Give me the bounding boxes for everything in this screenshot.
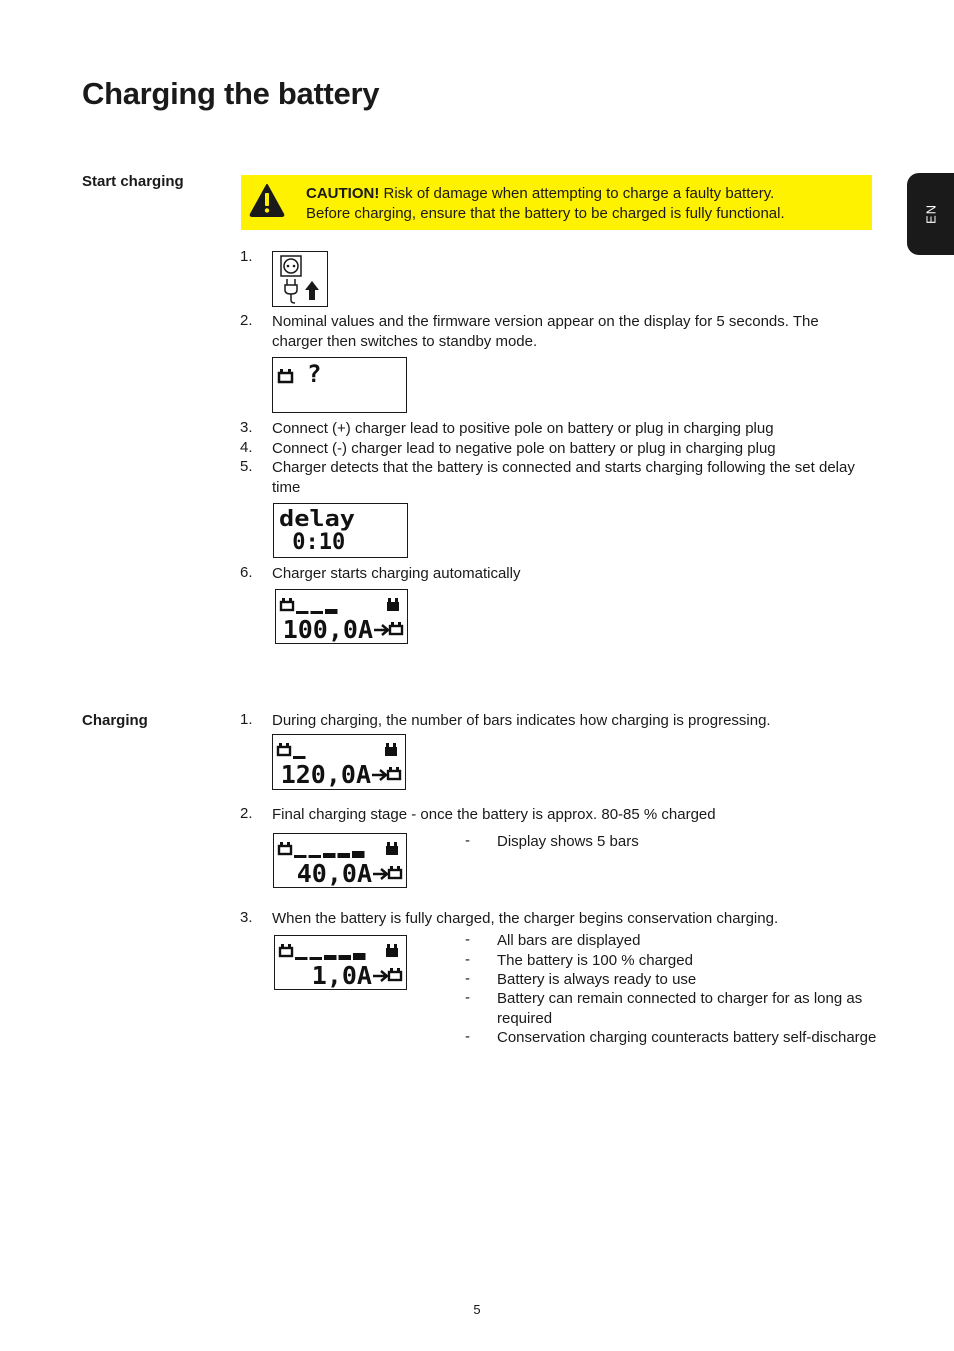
step-text: Connect (-) charger lead to negative pole on battery or plug in charging plug	[272, 440, 776, 457]
charge-bar	[339, 955, 352, 960]
arrow-right-icon	[374, 625, 388, 635]
charge-bar	[352, 851, 365, 858]
display-charging-start	[275, 589, 408, 644]
display-delay	[273, 503, 408, 558]
display-charging-full	[274, 935, 407, 990]
full-battery-icon	[386, 842, 398, 855]
full-battery-icon	[387, 598, 399, 611]
charge-bar	[325, 609, 338, 614]
delay-display-graphic	[274, 504, 407, 557]
battery-icon	[389, 968, 401, 980]
mains-plug-figure	[272, 251, 328, 307]
bullet-text: Conservation charging counteracts battery self-discharge	[497, 1029, 877, 1046]
charging-display-graphic	[273, 735, 405, 789]
step-number: 1.	[240, 248, 253, 265]
charge-bar	[311, 611, 324, 614]
charge-bar	[310, 957, 323, 960]
caution-line1: Risk of damage when attempting to charge a faulty battery.	[379, 185, 775, 202]
full-battery-icon	[386, 944, 398, 957]
bullet-marker: -	[465, 832, 470, 849]
charge-current: 100,0A	[282, 615, 373, 643]
charging-display-graphic	[274, 834, 406, 887]
battery-icon	[281, 598, 293, 610]
delay-label: delay	[279, 507, 355, 532]
battery-icon	[389, 866, 401, 878]
battery-icon	[280, 944, 292, 956]
charge-current: 1,0A	[311, 961, 372, 989]
arrow-right-icon	[373, 971, 387, 981]
section-heading-start-charging: Start charging	[82, 173, 184, 190]
warning-triangle-icon	[249, 183, 285, 217]
caution-text	[306, 184, 785, 223]
full-battery-icon	[385, 743, 397, 756]
battery-icon	[388, 767, 400, 779]
display-charging-final	[273, 833, 407, 888]
step-text: When the battery is fully charged, the charger begins conservation charging.	[272, 910, 779, 927]
step-text: Charger detects that the battery is connected and starts charging following the set delay time	[272, 459, 855, 496]
step-number: 3.	[240, 419, 253, 436]
step-number: 6.	[240, 564, 253, 581]
display-standby	[272, 357, 407, 413]
charge-bar	[295, 957, 308, 960]
section-heading-charging: Charging	[82, 712, 148, 729]
charge-bar	[353, 953, 366, 960]
battery-icon	[278, 743, 290, 755]
language-label: EN	[923, 203, 938, 225]
bullet-text: All bars are displayed	[497, 932, 641, 949]
page-number: 5	[473, 1302, 481, 1317]
charge-current: 120,0A	[280, 760, 371, 789]
bullet-text: Display shows 5 bars	[497, 833, 639, 850]
step-number: 5.	[240, 458, 253, 475]
caution-box	[241, 175, 872, 230]
display-charging-progress	[272, 734, 406, 790]
delay-time: 0:10	[279, 530, 346, 555]
bullet-text: The battery is 100 % charged	[497, 952, 693, 969]
standby-display-graphic	[273, 358, 406, 412]
step-text: Nominal values and the firmware version appear on the display for 5 seconds. The charger then switches to standby mode.	[272, 313, 819, 350]
charge-bar	[324, 955, 337, 960]
charge-bar	[309, 855, 322, 858]
bullet-marker: -	[465, 989, 470, 1006]
standby-text: ?	[307, 360, 322, 388]
step-text: Final charging stage - once the battery is approx. 80-85 % charged	[272, 806, 716, 823]
step-number: 1.	[240, 711, 253, 728]
step-number: 4.	[240, 439, 253, 456]
charge-bar	[338, 853, 351, 858]
step-number: 2.	[240, 312, 253, 329]
battery-icon	[279, 369, 292, 382]
bullet-text: Battery can remain connected to charger for as long as required	[497, 990, 863, 1027]
bullet-marker: -	[465, 1028, 470, 1045]
step-text: During charging, the number of bars indicates how charging is progressing.	[272, 712, 771, 729]
step-number: 3.	[240, 909, 253, 926]
battery-icon	[279, 842, 291, 854]
step-text: Charger starts charging automatically	[272, 565, 521, 582]
arrow-right-icon	[372, 770, 386, 780]
charge-bar	[323, 853, 336, 858]
bullet-marker: -	[465, 951, 470, 968]
bullet-text: Battery is always ready to use	[497, 971, 697, 988]
mains-plug-icon	[273, 252, 327, 306]
charge-bar	[296, 611, 309, 614]
charge-bar	[293, 756, 306, 759]
caution-label: CAUTION!	[306, 185, 380, 202]
bullet-marker: -	[465, 931, 470, 948]
step-number: 2.	[240, 805, 253, 822]
charging-display-graphic	[275, 936, 406, 989]
charging-display-graphic	[276, 590, 407, 643]
charge-bar	[294, 855, 307, 858]
caution-line2: Before charging, ensure that the battery to be charged is fully functional.	[306, 204, 785, 222]
page-title: Charging the battery	[82, 76, 380, 111]
charge-current: 40,0A	[296, 859, 372, 887]
battery-icon	[390, 622, 402, 634]
language-tab	[907, 173, 954, 255]
arrow-right-icon	[373, 869, 387, 879]
step-text: Connect (+) charger lead to positive pole on battery or plug in charging plug	[272, 420, 774, 437]
bullet-marker: -	[465, 970, 470, 987]
